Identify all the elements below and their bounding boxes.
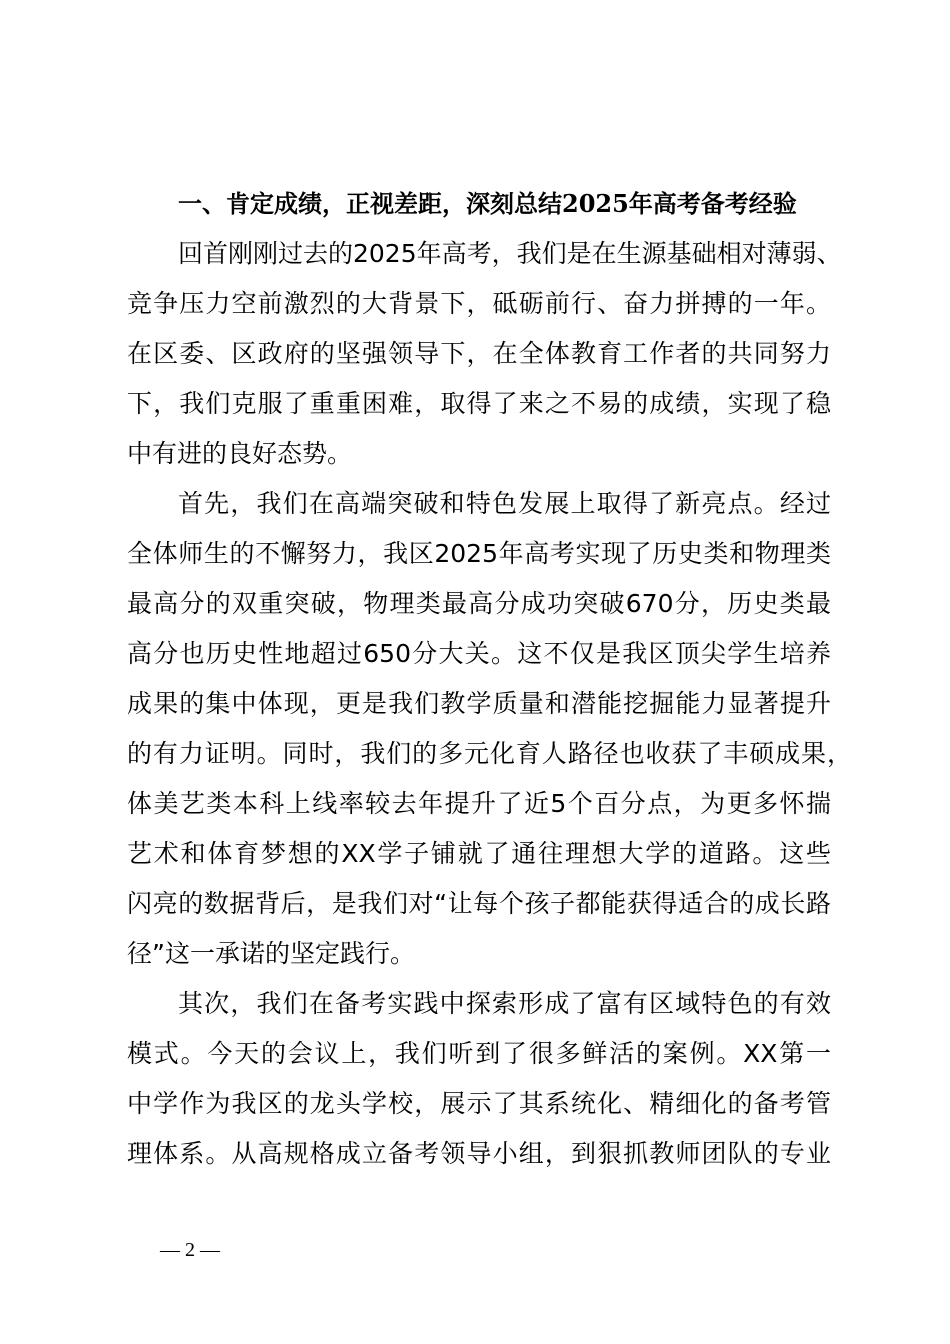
text-line: 艺术和体育梦想的XX学子铺就了通往理想大学的道路。这些	[127, 839, 831, 868]
page-number: — 2 —	[160, 1239, 220, 1261]
text-line: 高分也历史性地超过650分大关。这不仅是我区顶尖学生培养	[127, 639, 831, 668]
text-line: 最高分的双重突破，物理类最高分成功突破670分，历史类最	[127, 589, 831, 618]
text-line: 成果的集中体现，更是我们教学质量和潜能挖掘能力显著提升	[127, 689, 831, 718]
text-line: 的有力证明。同时，我们的多元化育人路径也收获了丰硕成果，	[127, 739, 852, 768]
text-line: 模式。今天的会议上，我们听到了很多鲜活的案例。XX第一	[127, 1039, 831, 1068]
text-line: 闪亮的数据背后，是我们对“让每个孩子都能获得适合的成长路	[127, 889, 831, 918]
text-line: 径”这一承诺的坚定践行。	[127, 939, 415, 968]
text-line: 全体师生的不懈努力，我区2025年高考实现了历史类和物理类	[127, 539, 831, 568]
text-line: 理体系。从高规格成立备考领导小组，到狠抓教师团队的专业	[127, 1139, 831, 1168]
text-line: 其次，我们在备考实践中探索形成了富有区域特色的有效	[178, 989, 831, 1018]
text-line: 中有进的良好态势。	[127, 439, 353, 468]
text-line: 竞争压力空前激烈的大背景下，砥砺前行、奋力拼搏的一年。	[127, 289, 831, 318]
text-line: 首先，我们在高端突破和特色发展上取得了新亮点。经过	[178, 489, 831, 518]
text-line: 中学作为我区的龙头学校，展示了其系统化、精细化的备考管	[127, 1089, 831, 1118]
section-heading: 一、肯定成绩，正视差距，深刻总结2025年高考备考经验	[178, 189, 797, 218]
text-line: 下，我们克服了重重困难，取得了来之不易的成绩，实现了稳	[127, 389, 831, 418]
text-line: 体美艺类本科上线率较去年提升了近5个百分点，为更多怀揣	[127, 789, 831, 818]
text-line: 回首刚刚过去的2025年高考，我们是在生源基础相对薄弱、	[178, 239, 842, 268]
text-line: 在区委、区政府的坚强领导下，在全体教育工作者的共同努力	[127, 339, 831, 368]
